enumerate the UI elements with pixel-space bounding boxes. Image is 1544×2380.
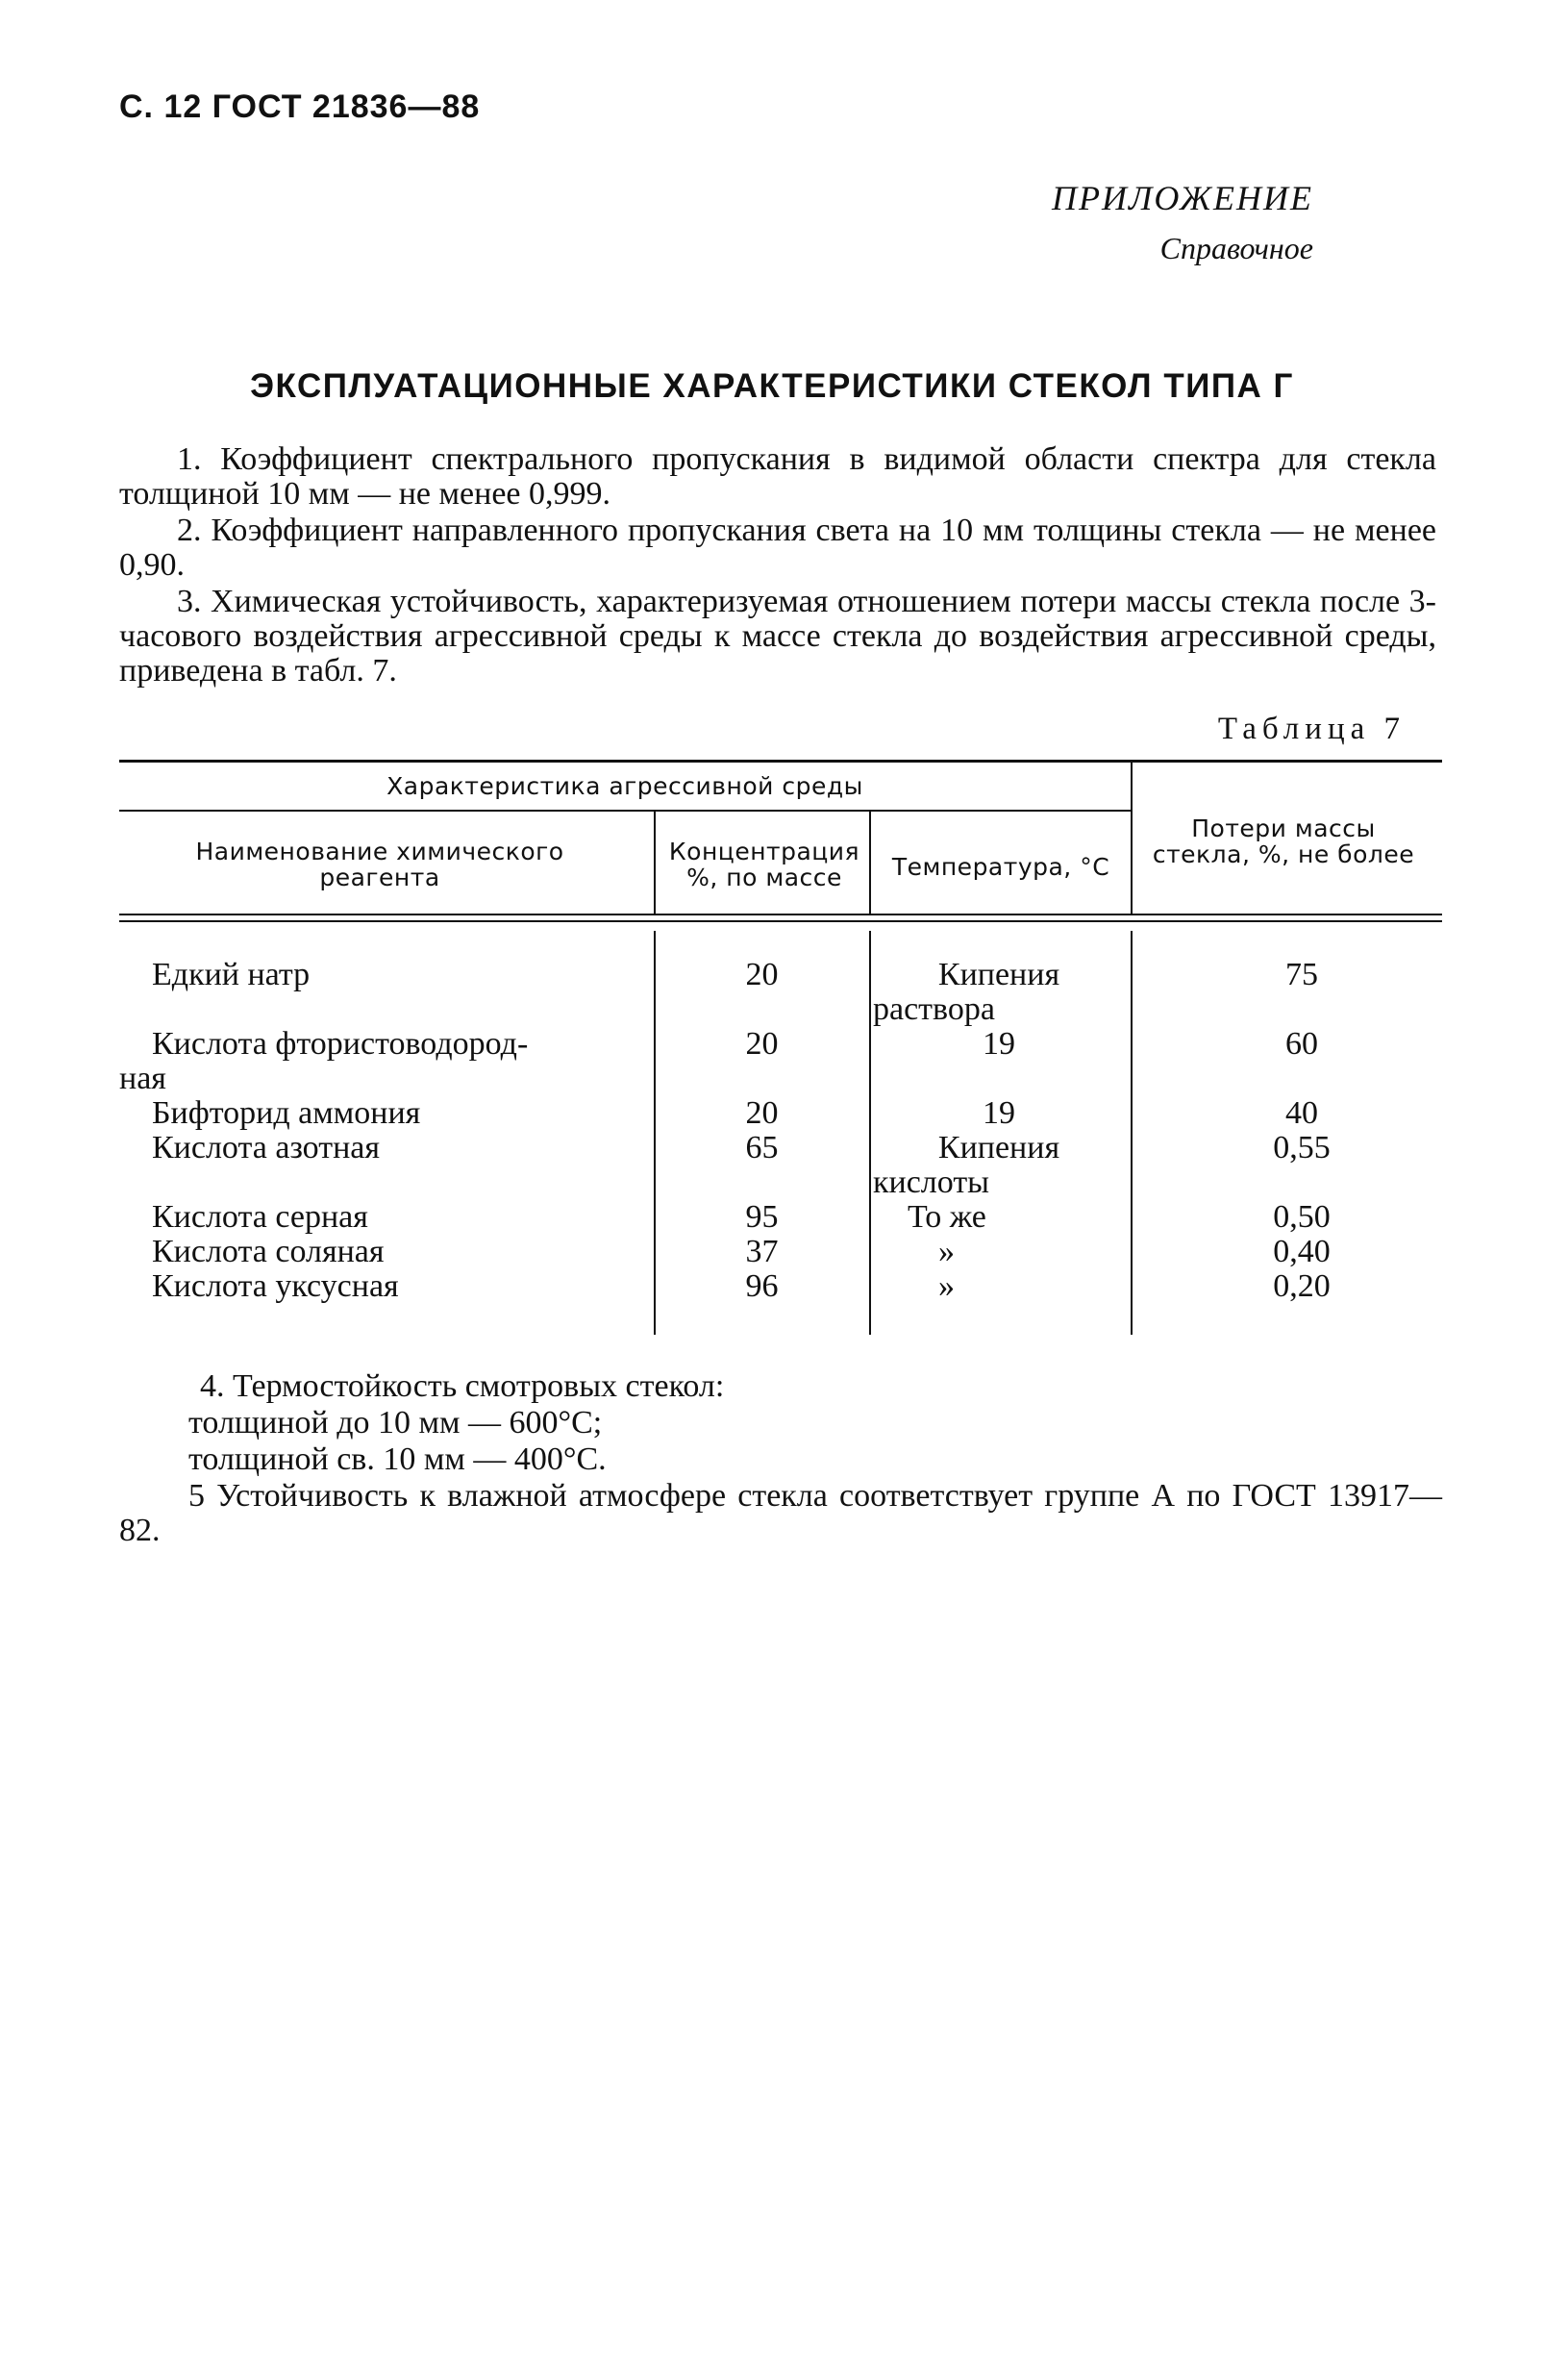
- table-row-6-temp: »: [938, 1234, 955, 1269]
- header-bottom-rule-2: [119, 920, 1442, 922]
- header-divider-temp-loss: [1131, 762, 1133, 915]
- table-top-rule: [119, 760, 1442, 763]
- table-row-6-name: Кислота соляная: [152, 1234, 385, 1269]
- group-header-rule: [119, 810, 1131, 812]
- table-row-1-temp-line-2: раствора: [873, 991, 995, 1027]
- table-row-2-conc: 20: [745, 1026, 779, 1062]
- table-row-1-name: Едкий натр: [152, 957, 311, 992]
- paragraph-1: 1. Коэффициент спектрального пропускания в видимой области спектра для стекла толщиной 10 мм — не менее 0,999.: [119, 441, 1436, 512]
- table-row-3-conc: 20: [745, 1095, 779, 1131]
- header-divider-conc-temp: [869, 812, 871, 915]
- page-header: С. 12 ГОСТ 21836—88: [119, 88, 481, 125]
- table-row-1-temp-line-1: Кипения: [937, 957, 1060, 992]
- table-row-4-name: Кислота азотная: [152, 1130, 381, 1165]
- table-row-5-loss: 0,50: [1273, 1199, 1331, 1235]
- table-caption: Таблица 7: [1217, 712, 1406, 746]
- table-row-4-temp-line-1: Кипения: [937, 1130, 1060, 1165]
- table-row-7-temp: »: [938, 1268, 955, 1304]
- paragraph-3: 3. Химическая устойчивость, характеризуемая отношением потери массы стекла после 3-часового воздействия агрессивной среды к массе стекла до воздействия агрессивной среды, приведена в табл. 7.: [119, 584, 1436, 689]
- table-row-3-name: Бифторид аммония: [152, 1095, 421, 1131]
- table-row-4-loss: 0,55: [1273, 1130, 1331, 1165]
- paragraph-2: 2. Коэффициент направленного пропускания света на 10 мм толщины стекла — не менее 0,90.: [119, 513, 1436, 583]
- table-row-5-temp: То же: [908, 1199, 986, 1235]
- header-bottom-rule-1: [119, 914, 1442, 915]
- header-mass-loss: Потери массы стекла, %, не более: [1152, 814, 1415, 868]
- document-title: ЭКСПЛУАТАЦИОННЫЕ ХАРАКТЕРИСТИКИ СТЕКОЛ ТИПА Г: [250, 367, 1294, 405]
- header-concentration: Концентрация %, по массе: [668, 838, 860, 891]
- paragraph-4-title: 4. Термостойкость смотровых стекол:: [200, 1368, 725, 1404]
- table-row-4-temp: [869, 1131, 1129, 1200]
- table-row-1-temp: [869, 958, 1129, 1027]
- table-row-7-conc: 96: [745, 1268, 779, 1304]
- table-row-4-conc: 65: [745, 1130, 779, 1165]
- table-row-5-conc: 95: [745, 1199, 779, 1235]
- appendix-type: Справочное: [1159, 231, 1313, 265]
- appendix-label: ПРИЛОЖЕНИЕ: [1052, 179, 1313, 217]
- table-row-2-loss: 60: [1285, 1026, 1318, 1062]
- table-row-4-temp-line-2: кислоты: [873, 1165, 990, 1200]
- table-row-2-name-line-1: Кислота фтористоводород-: [152, 1026, 529, 1062]
- header-group-label: Характеристика агрессивной среды: [386, 772, 863, 800]
- table-row-2-name-line-2: ная: [119, 1061, 166, 1096]
- table-row-3-loss: 40: [1285, 1095, 1318, 1131]
- table-row-6-conc: 37: [745, 1234, 779, 1269]
- table-row-6-loss: 0,40: [1273, 1234, 1331, 1269]
- table-row-1-conc: 20: [745, 957, 779, 992]
- table-row-2-temp: 19: [983, 1026, 1015, 1062]
- table-row-1-loss: 75: [1285, 957, 1318, 992]
- table-row-5-name: Кислота серная: [152, 1199, 368, 1235]
- table-row-7-name: Кислота уксусная: [152, 1268, 399, 1304]
- table-row-3-temp: 19: [983, 1095, 1015, 1131]
- paragraph-5: 5 Устойчивость к влажной атмосфере стекла соответствует группе А по ГОСТ 13917—82.: [119, 1478, 1442, 1548]
- table-row-7-loss: 0,20: [1273, 1268, 1331, 1304]
- paragraph-4-line-1: толщиной до 10 мм — 600°С;: [188, 1405, 603, 1441]
- header-name: Наименование химического реагента: [195, 838, 564, 891]
- header-temperature: Температура, °С: [891, 853, 1110, 881]
- paragraph-4-line-2: толщиной св. 10 мм — 400°С.: [188, 1441, 607, 1477]
- header-divider-name-conc: [654, 812, 656, 915]
